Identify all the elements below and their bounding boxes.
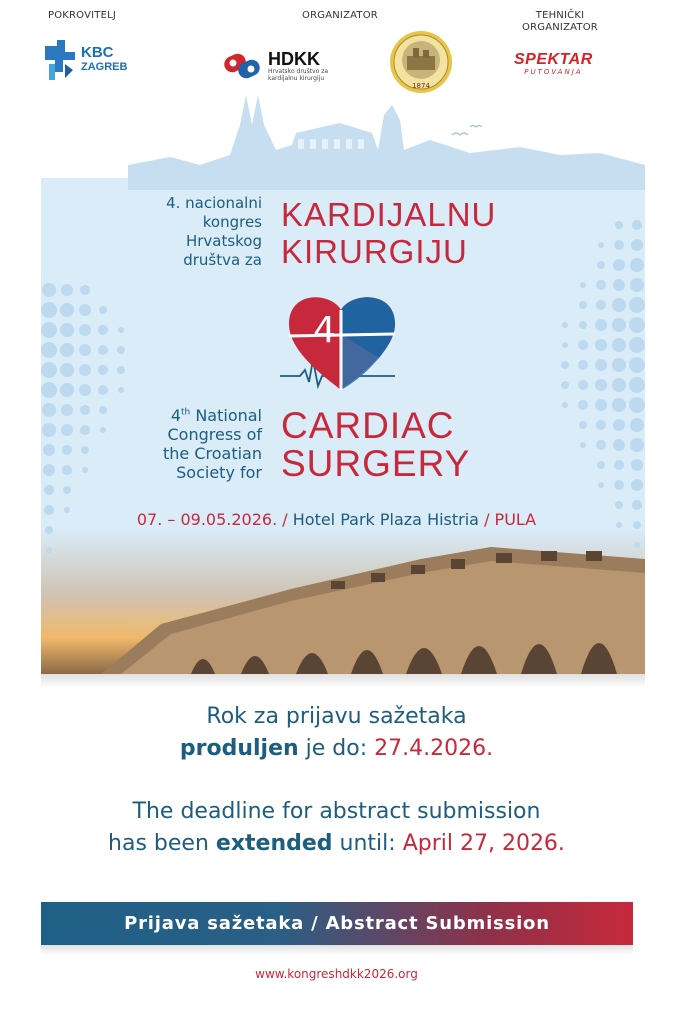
zagreb-pula-skyline-illustration xyxy=(0,95,673,190)
congress-title-hr xyxy=(281,196,496,270)
congress-intro-en-line: the Croatian xyxy=(163,444,262,463)
congress-intro-hr-line: društva za xyxy=(183,251,262,269)
ordinal-number: 4 xyxy=(170,406,181,425)
kbc-logo-line1: KBC xyxy=(81,44,114,61)
congress-title-hr-line: KARDIJALNU xyxy=(281,196,497,233)
kbc-logo-line2: ZAGREB xyxy=(81,61,128,73)
button-shadow xyxy=(41,945,633,955)
hdkk-logo-sub-line2: kardijalnu kirurgiju xyxy=(268,75,325,82)
congress-intro-hr xyxy=(166,194,262,270)
kbc-zagreb-logo[interactable] xyxy=(43,38,127,82)
deadline-connector-hr: je do: xyxy=(298,736,375,761)
event-dates: 07. – 09.05.2026. / xyxy=(136,510,288,529)
ordinal-suffix: th xyxy=(181,407,191,418)
technical-organizer-label xyxy=(510,10,610,34)
congress-intro-en-line xyxy=(163,406,262,425)
spektar-logo-name: SPEKTAR xyxy=(514,51,593,68)
seal-emblem-icon xyxy=(389,30,453,94)
congress-title-en xyxy=(281,407,470,483)
congress-intro-en-line: Congress of xyxy=(167,425,262,444)
organizer-label: ORGANIZATOR xyxy=(302,10,378,21)
deadline-date-hr: 27.4.2026. xyxy=(374,736,494,761)
spektar-logo-sub: PUTOVANJA xyxy=(524,68,583,76)
hdkk-logo-name: HDKK xyxy=(268,49,320,69)
deadline-notice-en-line2 xyxy=(0,828,673,860)
hdkk-logo-sub-line1: Hrvatsko društvo za xyxy=(268,68,329,75)
congress-title-hr-line: KIRURGIJU xyxy=(281,233,468,270)
hdkk-logo[interactable] xyxy=(222,50,328,82)
congress-intro-en xyxy=(163,406,262,482)
event-venue: Hotel Park Plaza Histria xyxy=(287,510,485,529)
poster-shadow xyxy=(41,674,645,688)
spektar-putovanja-logo[interactable] xyxy=(514,52,593,76)
deadline-notice-en xyxy=(0,796,673,860)
congress-title-en-line: SURGERY xyxy=(281,443,471,484)
congress-intro-hr-line: 4. nacionalni xyxy=(166,194,262,212)
deadline-notice-en-line1: The deadline for abstract submission xyxy=(132,799,541,824)
congress-title-en-line: CARDIAC xyxy=(281,405,455,446)
extended-word-en: extended xyxy=(215,831,333,856)
heart-ecg-logo xyxy=(275,286,410,401)
technical-organizer-label-line1: TEHNIČKI xyxy=(535,10,585,21)
hdkk-pill-icon xyxy=(222,51,262,81)
deadline-connector-en: until: xyxy=(332,831,403,856)
event-date-venue xyxy=(0,510,673,529)
dot-pattern-right xyxy=(535,215,645,555)
deadline-notice-hr-line1: Rok za prijavu sažetaka xyxy=(206,704,467,729)
congress-intro-hr-line: Hrvatskog xyxy=(185,232,262,250)
technical-organizer-label-line2: ORGANIZATOR xyxy=(522,22,598,33)
seal-year: 1874 xyxy=(412,82,430,90)
congress-intro-hr-line: kongres xyxy=(202,213,262,231)
patron-label: POKROVITELJ xyxy=(47,10,117,21)
abstract-submission-button[interactable]: Prijava sažetaka / Abstract Submission xyxy=(41,902,633,945)
event-city: / PULA xyxy=(484,510,537,529)
deadline-prefix-en: has been xyxy=(108,831,216,856)
website-link[interactable]: www.kongreshdkk2026.org xyxy=(255,967,418,981)
deadline-date-en: April 27, 2026. xyxy=(402,831,565,856)
deadline-notice-hr-line2 xyxy=(0,733,673,765)
congress-intro-en-line: Society for xyxy=(176,463,262,482)
kbc-cross-icon xyxy=(43,38,77,82)
medical-association-seal[interactable] xyxy=(389,30,453,94)
heart-number: 4 xyxy=(313,310,336,351)
deadline-notice-hr xyxy=(0,701,673,765)
extended-word-hr: produljen xyxy=(179,736,299,761)
dot-pattern-left xyxy=(41,280,151,600)
ordinal-rest: National xyxy=(190,406,262,425)
